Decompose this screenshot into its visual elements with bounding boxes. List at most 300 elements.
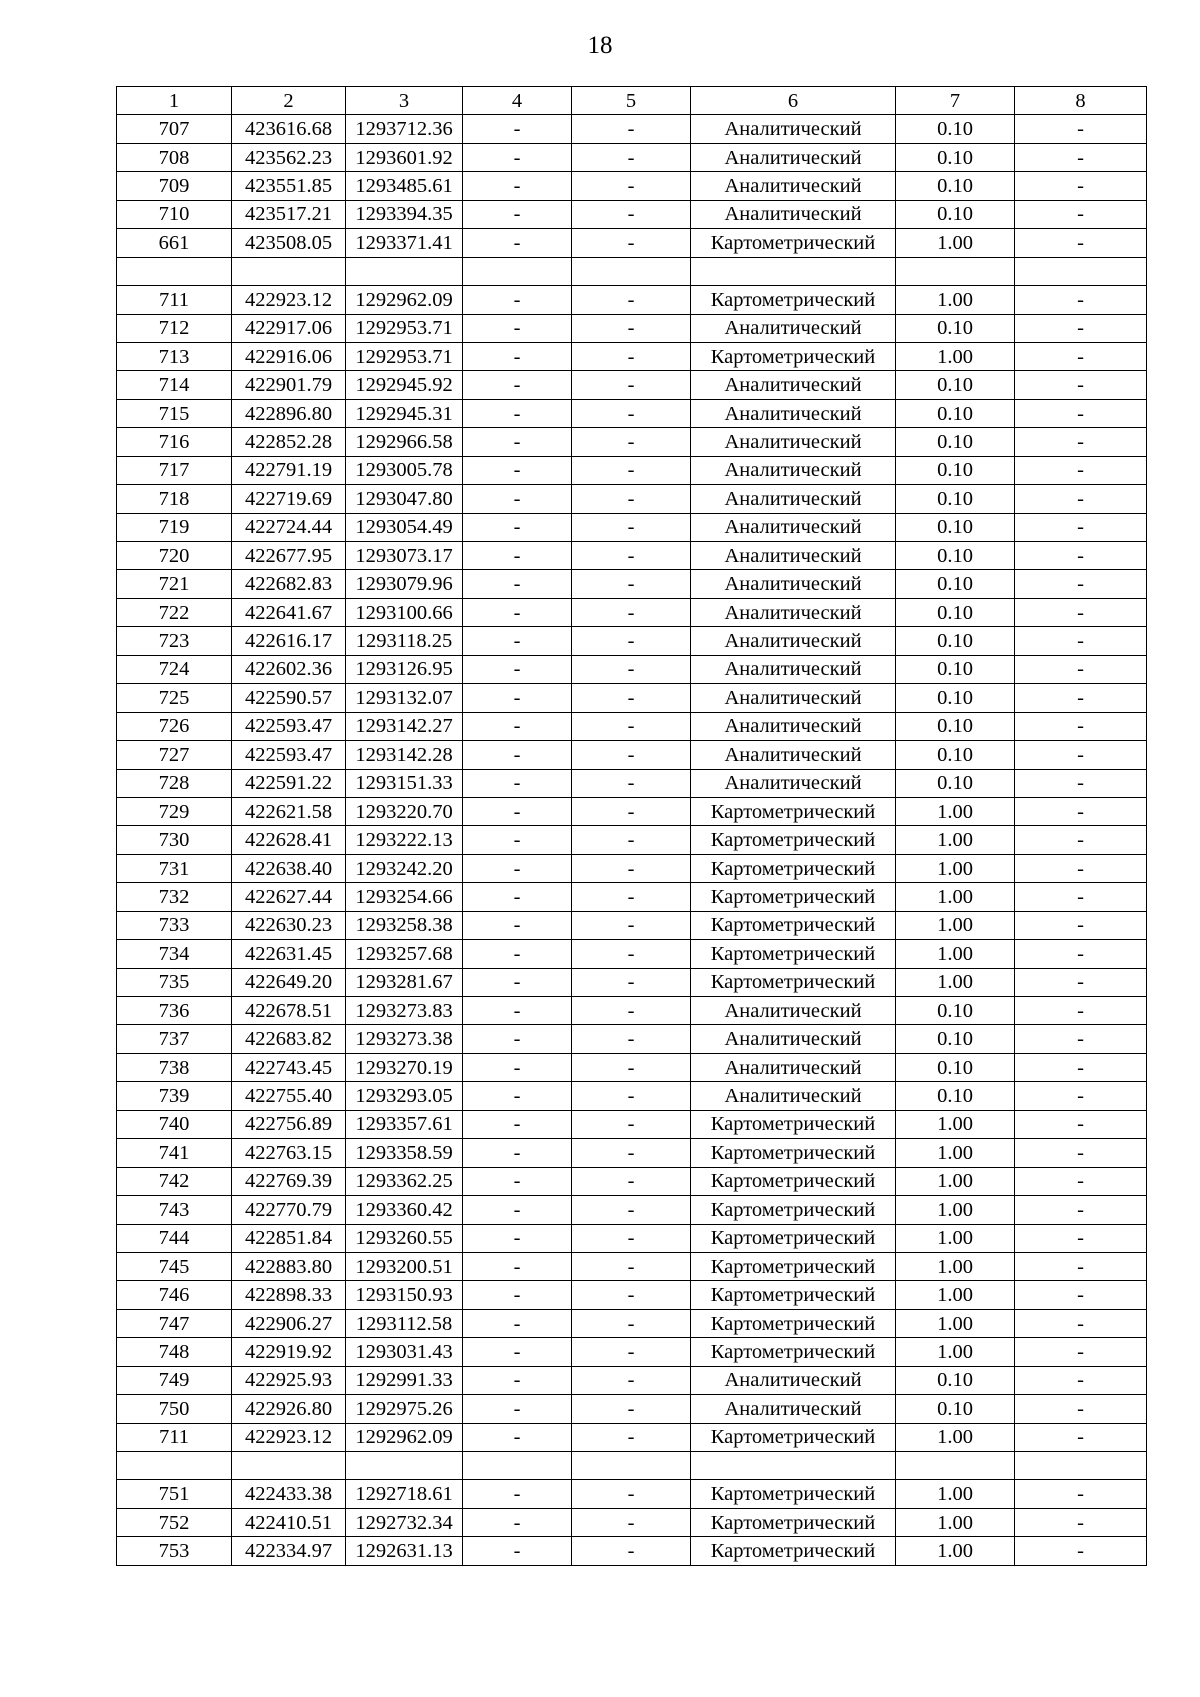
column-5-cell: - <box>572 115 691 143</box>
y-coordinate-cell: 1293222.13 <box>346 826 463 854</box>
column-4-cell: - <box>463 1196 572 1224</box>
table-row <box>117 314 1147 342</box>
point-number-cell: 733 <box>117 911 232 939</box>
point-number-cell: 747 <box>117 1309 232 1337</box>
point-number-cell: 746 <box>117 1281 232 1309</box>
point-number-cell: 708 <box>117 143 232 171</box>
x-coordinate-cell: 422719.69 <box>232 485 346 513</box>
accuracy-cell: 0.10 <box>896 1366 1015 1394</box>
column-8-cell: - <box>1015 1537 1147 1565</box>
column-8-cell: - <box>1015 1480 1147 1508</box>
method-cell: Аналитический <box>691 712 896 740</box>
column-8-cell: - <box>1015 399 1147 427</box>
table-row <box>117 428 1147 456</box>
column-8-cell: - <box>1015 286 1147 314</box>
point-number-cell: 732 <box>117 883 232 911</box>
x-coordinate-cell <box>232 1452 346 1480</box>
column-8-cell: - <box>1015 883 1147 911</box>
method-cell: Аналитический <box>691 200 896 228</box>
column-8-cell: - <box>1015 229 1147 257</box>
y-coordinate-cell: 1293150.93 <box>346 1281 463 1309</box>
accuracy-cell: 1.00 <box>896 797 1015 825</box>
table-row <box>117 1309 1147 1337</box>
column-4-cell: - <box>463 172 572 200</box>
method-cell: Аналитический <box>691 655 896 683</box>
column-4-cell: - <box>463 741 572 769</box>
point-number-cell: 749 <box>117 1366 232 1394</box>
accuracy-cell: 1.00 <box>896 883 1015 911</box>
accuracy-cell: 1.00 <box>896 1338 1015 1366</box>
method-cell: Картометрический <box>691 1508 896 1536</box>
column-5-cell: - <box>572 200 691 228</box>
column-8-cell: - <box>1015 513 1147 541</box>
column-8-cell: - <box>1015 1366 1147 1394</box>
column-8-cell: - <box>1015 1196 1147 1224</box>
x-coordinate-cell: 423562.23 <box>232 143 346 171</box>
point-number-cell: 723 <box>117 627 232 655</box>
x-coordinate-cell: 422630.23 <box>232 911 346 939</box>
column-8-cell: - <box>1015 968 1147 996</box>
x-coordinate-cell: 422791.19 <box>232 456 346 484</box>
column-4-cell: - <box>463 712 572 740</box>
point-number-cell: 742 <box>117 1167 232 1195</box>
column-5-cell: - <box>572 684 691 712</box>
y-coordinate-cell: 1293100.66 <box>346 598 463 626</box>
method-cell: Аналитический <box>691 399 896 427</box>
column-5-cell: - <box>572 1480 691 1508</box>
method-cell: Картометрический <box>691 286 896 314</box>
accuracy-cell: 1.00 <box>896 826 1015 854</box>
x-coordinate-cell: 422925.93 <box>232 1366 346 1394</box>
table-row <box>117 1082 1147 1110</box>
x-coordinate-cell: 422926.80 <box>232 1395 346 1423</box>
accuracy-cell: 0.10 <box>896 627 1015 655</box>
column-4-cell: - <box>463 1139 572 1167</box>
accuracy-cell: 0.10 <box>896 741 1015 769</box>
y-coordinate-cell: 1293371.41 <box>346 229 463 257</box>
accuracy-cell: 1.00 <box>896 1309 1015 1337</box>
x-coordinate-cell: 422641.67 <box>232 598 346 626</box>
method-cell: Аналитический <box>691 769 896 797</box>
column-8-cell: - <box>1015 1167 1147 1195</box>
y-coordinate-cell: 1292732.34 <box>346 1508 463 1536</box>
point-number-cell <box>117 1452 232 1480</box>
column-4-cell: - <box>463 1252 572 1280</box>
point-number-cell: 707 <box>117 115 232 143</box>
point-number-cell: 729 <box>117 797 232 825</box>
column-4-cell: - <box>463 1423 572 1451</box>
table-row <box>117 797 1147 825</box>
table-row <box>117 115 1147 143</box>
column-8-cell: - <box>1015 712 1147 740</box>
column-4-cell: - <box>463 684 572 712</box>
method-cell: Картометрический <box>691 1537 896 1565</box>
y-coordinate-cell: 1293142.28 <box>346 741 463 769</box>
point-number-cell: 726 <box>117 712 232 740</box>
y-coordinate-cell: 1293712.36 <box>346 115 463 143</box>
point-number-cell: 721 <box>117 570 232 598</box>
x-coordinate-cell: 422917.06 <box>232 314 346 342</box>
x-coordinate-cell: 422593.47 <box>232 712 346 740</box>
column-4-cell: - <box>463 1281 572 1309</box>
accuracy-cell: 1.00 <box>896 1110 1015 1138</box>
column-4-cell: - <box>463 1338 572 1366</box>
table-row <box>117 741 1147 769</box>
table-row <box>117 1508 1147 1536</box>
column-5-cell: - <box>572 1366 691 1394</box>
column-5-cell: - <box>572 1224 691 1252</box>
y-coordinate-cell: 1293357.61 <box>346 1110 463 1138</box>
point-number-cell: 720 <box>117 542 232 570</box>
column-5-cell: - <box>572 1139 691 1167</box>
header-cell-4: 4 <box>463 87 572 115</box>
table-row <box>117 456 1147 484</box>
table-row <box>117 200 1147 228</box>
table-row <box>117 399 1147 427</box>
column-5-cell: - <box>572 399 691 427</box>
point-number-cell: 737 <box>117 1025 232 1053</box>
point-number-cell: 741 <box>117 1139 232 1167</box>
x-coordinate-cell: 422919.92 <box>232 1338 346 1366</box>
method-cell: Аналитический <box>691 143 896 171</box>
table-body <box>117 87 1147 1566</box>
point-number-cell: 728 <box>117 769 232 797</box>
column-5-cell: - <box>572 1281 691 1309</box>
column-5-cell: - <box>572 371 691 399</box>
column-4-cell: - <box>463 1110 572 1138</box>
accuracy-cell: 0.10 <box>896 684 1015 712</box>
y-coordinate-cell: 1293360.42 <box>346 1196 463 1224</box>
method-cell: Картометрический <box>691 1224 896 1252</box>
header-cell-8: 8 <box>1015 87 1147 115</box>
table-row <box>117 1537 1147 1565</box>
column-4-cell: - <box>463 115 572 143</box>
column-8-cell: - <box>1015 997 1147 1025</box>
x-coordinate-cell: 422852.28 <box>232 428 346 456</box>
method-cell: Аналитический <box>691 371 896 399</box>
method-cell: Картометрический <box>691 1167 896 1195</box>
column-8-cell: - <box>1015 1252 1147 1280</box>
table-row <box>117 1366 1147 1394</box>
column-4-cell: - <box>463 598 572 626</box>
point-number-cell: 750 <box>117 1395 232 1423</box>
accuracy-cell: 1.00 <box>896 286 1015 314</box>
y-coordinate-cell: 1293132.07 <box>346 684 463 712</box>
method-cell <box>691 257 896 285</box>
x-coordinate-cell: 423616.68 <box>232 115 346 143</box>
y-coordinate-cell: 1293242.20 <box>346 854 463 882</box>
column-8-cell: - <box>1015 655 1147 683</box>
table-row <box>117 1196 1147 1224</box>
method-cell: Аналитический <box>691 542 896 570</box>
column-4-cell: - <box>463 911 572 939</box>
column-5-cell: - <box>572 655 691 683</box>
column-4-cell: - <box>463 1053 572 1081</box>
column-5-cell: - <box>572 314 691 342</box>
point-number-cell: 736 <box>117 997 232 1025</box>
accuracy-cell: 0.10 <box>896 200 1015 228</box>
table-row <box>117 940 1147 968</box>
accuracy-cell: 0.10 <box>896 1053 1015 1081</box>
x-coordinate-cell: 422923.12 <box>232 1423 346 1451</box>
accuracy-cell <box>896 1452 1015 1480</box>
point-number-cell: 722 <box>117 598 232 626</box>
accuracy-cell <box>896 257 1015 285</box>
y-coordinate-cell: 1293200.51 <box>346 1252 463 1280</box>
x-coordinate-cell: 422923.12 <box>232 286 346 314</box>
x-coordinate-cell: 422682.83 <box>232 570 346 598</box>
column-5-cell: - <box>572 172 691 200</box>
column-8-cell: - <box>1015 314 1147 342</box>
column-4-cell: - <box>463 826 572 854</box>
column-4-cell: - <box>463 968 572 996</box>
x-coordinate-cell: 422743.45 <box>232 1053 346 1081</box>
x-coordinate-cell: 423508.05 <box>232 229 346 257</box>
point-number-cell: 748 <box>117 1338 232 1366</box>
column-8-cell: - <box>1015 1025 1147 1053</box>
x-coordinate-cell: 422334.97 <box>232 1537 346 1565</box>
accuracy-cell: 0.10 <box>896 598 1015 626</box>
accuracy-cell: 1.00 <box>896 1480 1015 1508</box>
method-cell: Картометрический <box>691 1139 896 1167</box>
x-coordinate-cell: 422433.38 <box>232 1480 346 1508</box>
column-5-cell: - <box>572 1167 691 1195</box>
accuracy-cell: 0.10 <box>896 769 1015 797</box>
point-number-cell: 725 <box>117 684 232 712</box>
x-coordinate-cell: 422649.20 <box>232 968 346 996</box>
point-number-cell: 718 <box>117 485 232 513</box>
column-4-cell <box>463 1452 572 1480</box>
column-5-cell: - <box>572 428 691 456</box>
column-5-cell: - <box>572 741 691 769</box>
header-cell-1: 1 <box>117 87 232 115</box>
accuracy-cell: 0.10 <box>896 1082 1015 1110</box>
column-5-cell: - <box>572 485 691 513</box>
table-row <box>117 911 1147 939</box>
point-number-cell: 734 <box>117 940 232 968</box>
x-coordinate-cell: 422616.17 <box>232 627 346 655</box>
point-number-cell: 711 <box>117 1423 232 1451</box>
y-coordinate-cell: 1293258.38 <box>346 911 463 939</box>
column-4-cell: - <box>463 1480 572 1508</box>
x-coordinate-cell: 422770.79 <box>232 1196 346 1224</box>
table-row <box>117 627 1147 655</box>
column-4-cell: - <box>463 1366 572 1394</box>
column-5-cell: - <box>572 826 691 854</box>
point-number-cell: 711 <box>117 286 232 314</box>
accuracy-cell: 1.00 <box>896 1224 1015 1252</box>
accuracy-cell: 1.00 <box>896 1508 1015 1536</box>
y-coordinate-cell: 1293358.59 <box>346 1139 463 1167</box>
x-coordinate-cell: 422883.80 <box>232 1252 346 1280</box>
x-coordinate-cell: 422755.40 <box>232 1082 346 1110</box>
point-number-cell: 745 <box>117 1252 232 1280</box>
point-number-cell: 714 <box>117 371 232 399</box>
method-cell: Картометрический <box>691 229 896 257</box>
column-5-cell: - <box>572 456 691 484</box>
x-coordinate-cell: 422898.33 <box>232 1281 346 1309</box>
x-coordinate-cell: 422851.84 <box>232 1224 346 1252</box>
column-8-cell: - <box>1015 1224 1147 1252</box>
column-4-cell: - <box>463 1167 572 1195</box>
method-cell: Аналитический <box>691 115 896 143</box>
table-row <box>117 1423 1147 1451</box>
y-coordinate-cell: 1293485.61 <box>346 172 463 200</box>
x-coordinate-cell: 422627.44 <box>232 883 346 911</box>
y-coordinate-cell: 1292945.31 <box>346 399 463 427</box>
point-number-cell: 752 <box>117 1508 232 1536</box>
y-coordinate-cell: 1293273.83 <box>346 997 463 1025</box>
accuracy-cell: 0.10 <box>896 542 1015 570</box>
method-cell: Картометрический <box>691 826 896 854</box>
method-cell: Картометрический <box>691 1281 896 1309</box>
table-row <box>117 1480 1147 1508</box>
point-number-cell: 715 <box>117 399 232 427</box>
method-cell: Аналитический <box>691 428 896 456</box>
column-5-cell: - <box>572 1196 691 1224</box>
point-number-cell: 713 <box>117 342 232 370</box>
y-coordinate-cell: 1292718.61 <box>346 1480 463 1508</box>
column-5-cell: - <box>572 342 691 370</box>
column-4-cell: - <box>463 854 572 882</box>
accuracy-cell: 0.10 <box>896 485 1015 513</box>
column-5-cell: - <box>572 627 691 655</box>
column-8-cell: - <box>1015 115 1147 143</box>
column-5-cell: - <box>572 1395 691 1423</box>
y-coordinate-cell: 1293126.95 <box>346 655 463 683</box>
column-5-cell: - <box>572 542 691 570</box>
method-cell: Аналитический <box>691 570 896 598</box>
table-row <box>117 513 1147 541</box>
column-5-cell: - <box>572 883 691 911</box>
column-5-cell: - <box>572 968 691 996</box>
table-row <box>117 769 1147 797</box>
y-coordinate-cell: 1293293.05 <box>346 1082 463 1110</box>
column-5-cell: - <box>572 797 691 825</box>
table-row <box>117 342 1147 370</box>
point-number-cell: 730 <box>117 826 232 854</box>
column-8-cell: - <box>1015 1395 1147 1423</box>
x-coordinate-cell: 422628.41 <box>232 826 346 854</box>
column-4-cell: - <box>463 371 572 399</box>
column-8-cell: - <box>1015 769 1147 797</box>
method-cell: Аналитический <box>691 1082 896 1110</box>
column-4-cell: - <box>463 314 572 342</box>
column-4-cell: - <box>463 485 572 513</box>
table-row <box>117 542 1147 570</box>
column-5-cell: - <box>572 513 691 541</box>
accuracy-cell: 0.10 <box>896 371 1015 399</box>
accuracy-cell: 0.10 <box>896 172 1015 200</box>
method-cell: Аналитический <box>691 314 896 342</box>
column-8-cell: - <box>1015 854 1147 882</box>
column-8-cell: - <box>1015 456 1147 484</box>
column-5-cell: - <box>572 1252 691 1280</box>
method-cell: Аналитический <box>691 456 896 484</box>
y-coordinate-cell: 1293601.92 <box>346 143 463 171</box>
method-cell: Аналитический <box>691 485 896 513</box>
accuracy-cell: 1.00 <box>896 911 1015 939</box>
column-5-cell <box>572 257 691 285</box>
point-number-cell: 751 <box>117 1480 232 1508</box>
column-4-cell: - <box>463 1395 572 1423</box>
y-coordinate-cell: 1293054.49 <box>346 513 463 541</box>
table-row <box>117 570 1147 598</box>
method-cell: Картометрический <box>691 342 896 370</box>
table-row <box>117 826 1147 854</box>
column-8-cell: - <box>1015 627 1147 655</box>
y-coordinate-cell: 1293220.70 <box>346 797 463 825</box>
column-4-cell: - <box>463 1082 572 1110</box>
table-row <box>117 883 1147 911</box>
method-cell: Картометрический <box>691 1309 896 1337</box>
accuracy-cell: 0.10 <box>896 655 1015 683</box>
column-8-cell: - <box>1015 172 1147 200</box>
accuracy-cell: 1.00 <box>896 229 1015 257</box>
column-8-cell: - <box>1015 371 1147 399</box>
table-row <box>117 485 1147 513</box>
method-cell: Аналитический <box>691 598 896 626</box>
method-cell: Картометрический <box>691 1480 896 1508</box>
y-coordinate-cell: 1293031.43 <box>346 1338 463 1366</box>
y-coordinate-cell: 1293005.78 <box>346 456 463 484</box>
y-coordinate-cell: 1293281.67 <box>346 968 463 996</box>
header-cell-2: 2 <box>232 87 346 115</box>
point-number-cell: 719 <box>117 513 232 541</box>
y-coordinate-cell: 1293362.25 <box>346 1167 463 1195</box>
header-cell-5: 5 <box>572 87 691 115</box>
point-number-cell: 710 <box>117 200 232 228</box>
column-8-cell: - <box>1015 684 1147 712</box>
y-coordinate-cell: 1293257.68 <box>346 940 463 968</box>
method-cell: Аналитический <box>691 741 896 769</box>
y-coordinate-cell: 1293118.25 <box>346 627 463 655</box>
point-number-cell: 716 <box>117 428 232 456</box>
column-5-cell: - <box>572 143 691 171</box>
column-5-cell: - <box>572 1082 691 1110</box>
accuracy-cell: 1.00 <box>896 1281 1015 1309</box>
method-cell: Аналитический <box>691 684 896 712</box>
column-4-cell: - <box>463 542 572 570</box>
accuracy-cell: 0.10 <box>896 1025 1015 1053</box>
column-8-cell: - <box>1015 940 1147 968</box>
column-5-cell: - <box>572 911 691 939</box>
accuracy-cell: 1.00 <box>896 968 1015 996</box>
table-row <box>117 1224 1147 1252</box>
method-cell: Аналитический <box>691 997 896 1025</box>
accuracy-cell: 1.00 <box>896 1423 1015 1451</box>
y-coordinate-cell: 1293151.33 <box>346 769 463 797</box>
table-row <box>117 655 1147 683</box>
accuracy-cell: 1.00 <box>896 1196 1015 1224</box>
y-coordinate-cell: 1293394.35 <box>346 200 463 228</box>
method-cell: Аналитический <box>691 1053 896 1081</box>
column-4-cell: - <box>463 1508 572 1536</box>
header-cell-7: 7 <box>896 87 1015 115</box>
method-cell: Аналитический <box>691 1366 896 1394</box>
table-row <box>117 257 1147 285</box>
y-coordinate-cell: 1292962.09 <box>346 1423 463 1451</box>
table-row <box>117 712 1147 740</box>
accuracy-cell: 0.10 <box>896 570 1015 598</box>
point-number-cell: 717 <box>117 456 232 484</box>
point-number-cell: 712 <box>117 314 232 342</box>
column-5-cell: - <box>572 598 691 626</box>
accuracy-cell: 1.00 <box>896 1139 1015 1167</box>
point-number-cell <box>117 257 232 285</box>
x-coordinate-cell: 422678.51 <box>232 997 346 1025</box>
column-8-cell: - <box>1015 542 1147 570</box>
